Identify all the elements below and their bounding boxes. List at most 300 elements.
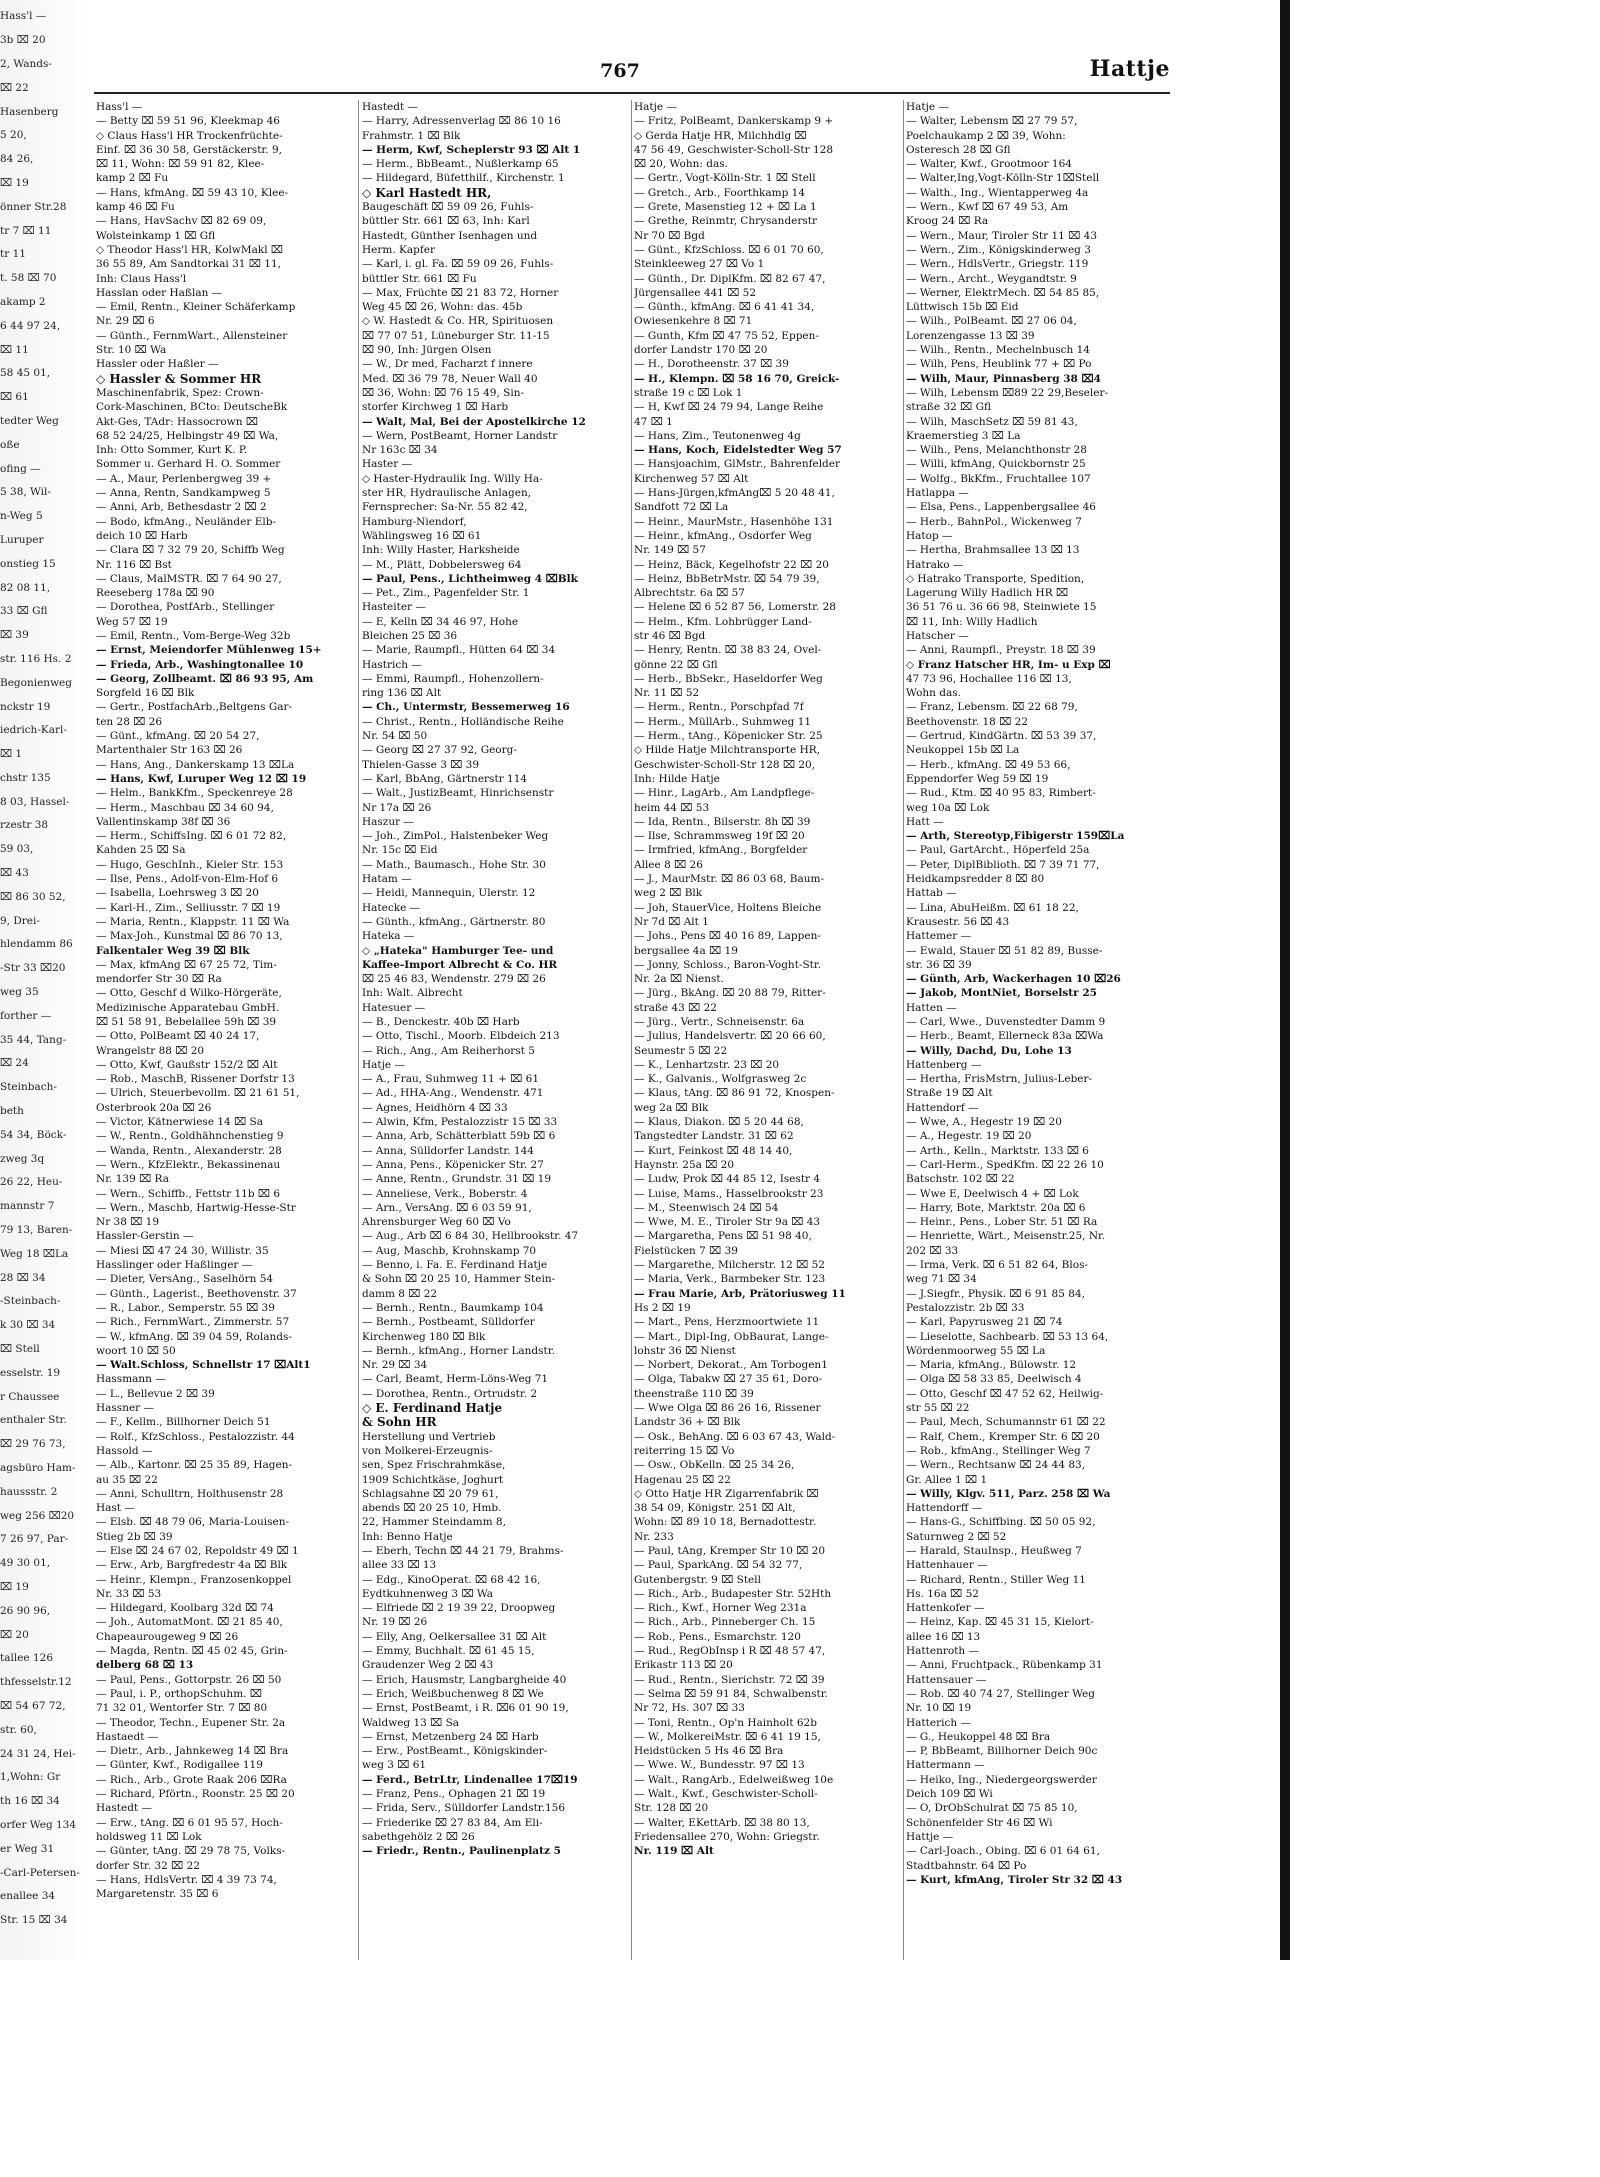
page-number: 767 (600, 60, 640, 82)
directory-entry: — Wilh., Pens, Melanchthonstr 28 (906, 444, 1087, 457)
directory-entry: — Carl, Beamt, Herm-Löns-Weg 71 (362, 1373, 549, 1386)
directory-entry: & Sohn ⌧ 20 25 10, Hammer Stein- (362, 1273, 556, 1286)
surname-heading: Hatterich — (906, 1716, 971, 1729)
directory-entry: — Wilh, Maur, Pinnasberg 38 ⌧4 (906, 372, 1101, 385)
directory-entry: Reeseberg 178a ⌧ 90 (96, 587, 215, 600)
directory-entry: — Wilh., PolBeamt. ⌧ 27 06 04, (906, 315, 1077, 328)
gutter-text-line: 49 30 01, (0, 1557, 51, 1570)
directory-entry: — Herm, Kwf, Scheplerstr 93 ⌧ Alt 1 (362, 143, 581, 156)
gutter-text-line: 79 13, Baren- (0, 1224, 73, 1237)
directory-entry: — Günter, tAng. ⌧ 29 78 75, Volks- (96, 1845, 286, 1858)
gutter-text-line: rzestr 38 (0, 819, 49, 832)
directory-entry: — Anni, Schulltrn, Holthusenstr 28 (96, 1487, 284, 1500)
directory-entry: — Herm., Maschbau ⌧ 34 60 94, (96, 801, 274, 814)
directory-entry: — Carl, Wwe., Duvenstedter Damm 9 (906, 1016, 1106, 1028)
surname-heading: Hassold — (96, 1444, 153, 1457)
directory-entry: — Wern., KfzElektr., Bekassinenau (96, 1158, 281, 1171)
directory-entry: Herstellung und Vertrieb (362, 1430, 496, 1443)
directory-entry: — Hans, Koch, Eidelstedter Weg 57 (634, 444, 842, 457)
directory-entry: — Lieselotte, Sachbearb. ⌧ 53 13 64, (906, 1330, 1109, 1343)
gutter-text-line: 82 08 11, (0, 581, 51, 594)
directory-entry: — Wern., Maur, Tiroler Str 11 ⌧ 43 (906, 229, 1097, 242)
directory-entry: — Klaus, tAng. ⌧ 86 91 72, Knospen- (634, 1087, 835, 1100)
gutter-text-line: 6 44 97 24, (0, 319, 61, 332)
directory-entry: — Rud., Rentn., Sierichstr. 72 ⌧ 39 (634, 1673, 825, 1686)
directory-entry: Osterbrook 20a ⌧ 26 (96, 1101, 212, 1114)
directory-entry: Nr 7d ⌧ Alt 1 (634, 915, 709, 928)
gutter-text-line: weg 35 (0, 986, 39, 999)
directory-entry: ⌧ 11, Inh: Willy Hadlich (906, 615, 1038, 628)
directory-entry: — Paul, SparkAng. ⌧ 54 32 77, (634, 1559, 803, 1572)
directory-entry: — Karl, BbAng, Gärtnerstr 114 (362, 772, 528, 785)
directory-entry: — Gertrud, KindGärtn. ⌧ 53 39 37, (906, 730, 1097, 743)
gutter-text-line: ⌧ 11 (0, 343, 29, 356)
gutter-text-line: weg 256 ⌧20 (0, 1509, 75, 1522)
gutter-text-line: er Weg 31 (0, 1842, 55, 1855)
directory-entry: — Maria, Rentn., Klappstr. 11 ⌧ Wa (96, 915, 290, 928)
directory-entry: 22, Hammer Steindamm 8, (362, 1516, 506, 1529)
gutter-text-line: 2, Wands- (0, 57, 52, 70)
directory-entry: Stieg 2b ⌧ 39 (96, 1530, 173, 1543)
directory-entry: — Bodo, kfmAng., Neuländer Elb- (96, 515, 277, 528)
directory-entry: Nr. 19 ⌧ 26 (362, 1616, 428, 1629)
directory-entry: — Paul, GartArcht., Höperfeld 25a (906, 844, 1090, 857)
gutter-text-line: ⌧ 54 67 72, (0, 1699, 66, 1712)
directory-entry: — Herm., tAng., Köpenicker Str. 25 (634, 730, 823, 743)
surname-heading: Hastaedt — (96, 1730, 159, 1743)
directory-entry: — Hans-Jürgen,kfmAng⌧ 5 20 48 41, (634, 487, 835, 500)
surname-heading: Hatlappa — (906, 487, 969, 500)
directory-entry: — Willy, Dachd, Du, Lohe 13 (906, 1044, 1072, 1057)
directory-entry: — Anni, Fruchtpack., Rübenkamp 31 (906, 1659, 1103, 1672)
directory-entry: dorfer Landstr 170 ⌧ 20 (634, 344, 768, 357)
directory-entry: — Maria, kfmAng., Bülowstr. 12 (906, 1359, 1077, 1372)
directory-entry: — Luise, Mams., Hasselbrookstr 23 (634, 1187, 824, 1200)
directory-entry: — Ernst, Metzenberg 24 ⌧ Harb (362, 1730, 539, 1743)
gutter-text-line: tr 7 ⌧ 11 (0, 224, 52, 237)
directory-entry: Nr 72, Hs. 307 ⌧ 33 (634, 1702, 745, 1715)
directory-entry: Wohn: ⌧ 89 10 18, Bernadottestr. (634, 1516, 817, 1529)
directory-entry: — Gertr., Vogt-Kölln-Str. 1 ⌧ Stell (634, 172, 816, 185)
directory-entry: — Walter, Lebensm ⌧ 27 79 57, (906, 115, 1078, 128)
directory-entry: — Richard, Pförtn., Roonstr. 25 ⌧ 20 (96, 1788, 295, 1801)
directory-entry: — Grete, Masenstieg 12 + ⌧ La 1 (634, 201, 817, 214)
directory-entry: — Günth., kfmAng., Gärtnerstr. 80 (362, 915, 546, 928)
directory-entry: — Wilh, Pens, Heublink 77 + ⌧ Po (906, 358, 1092, 371)
directory-entry: sabethgehölz 2 ⌧ 26 (362, 1830, 475, 1843)
directory-entry: allee 16 ⌧ 13 (906, 1630, 981, 1643)
directory-entry: — Carl-Herm., SpedKfm. ⌧ 22 26 10 (906, 1158, 1104, 1171)
directory-entry: — Toni, Rentn., Op'n Hainholt 62b (634, 1716, 817, 1729)
surname-heading: Hassler-Gerstin — (96, 1230, 194, 1243)
directory-entry: — Karl-H., Zim., Selliusstr. 7 ⌧ 19 (96, 901, 281, 914)
directory-entry: Str. 128 ⌧ 20 (634, 1802, 709, 1815)
directory-entry: ⌧ 20, Wohn: das. (634, 158, 728, 171)
directory-entry: — J., MaurMstr. ⌧ 86 03 68, Baum- (634, 873, 825, 886)
directory-entry: Inh: Otto Sommer, Kurt K. P. (96, 444, 248, 457)
directory-entry: — Peter, DiplBiblioth. ⌧ 7 39 71 77, (906, 858, 1100, 871)
directory-entry: ◇ „Hateka" Hamburger Tee- und (362, 944, 554, 957)
directory-entry: Wählingsweg 16 ⌧ 61 (362, 529, 482, 542)
directory-entry: — Paul, Pens., Gottorpstr. 26 ⌧ 50 (96, 1673, 282, 1686)
directory-entry: Kirchenweg 57 ⌧ Alt (634, 472, 749, 485)
directory-entry: — Dietr., Arb., Jahnkeweg 14 ⌧ Bra (96, 1745, 289, 1758)
directory-entry: — A., Hegestr. 19 ⌧ 20 (906, 1130, 1032, 1143)
gutter-text-line: th 16 ⌧ 34 (0, 1795, 60, 1808)
surname-heading: Hatop — (906, 529, 953, 542)
directory-entry: — Herb., BbSekr., Haseldorfer Weg (634, 672, 823, 685)
directory-entry: — H., Dorotheenstr. 37 ⌧ 39 (634, 358, 789, 371)
directory-entry: au 35 ⌧ 22 (96, 1473, 158, 1486)
surname-heading: Hattenhauer — (906, 1559, 988, 1572)
directory-entry: — Emmy, Buchhalt. ⌧ 61 45 15, (362, 1645, 535, 1658)
directory-entry: — L., Bellevue 2 ⌧ 39 (96, 1387, 215, 1400)
directory-entry: Hs. 16a ⌧ 52 (906, 1587, 979, 1600)
blank-margin (1290, 0, 1600, 2177)
directory-entry: — Richard, Rentn., Stiller Weg 11 (906, 1573, 1086, 1586)
directory-entry: — Georg, Zollbeamt. ⌧ 86 93 95, Am (96, 672, 314, 685)
facing-page-fragment (0, 0, 90, 1960)
directory-entry: Lorenzengasse 13 ⌧ 39 (906, 329, 1035, 342)
directory-entry: Neukoppel 15b ⌧ La (906, 744, 1020, 757)
directory-entry: ⌧ 11, Wohn: ⌧ 59 91 82, Klee- (96, 158, 265, 171)
surname-heading: Hasslinger oder Haßlinger — (96, 1259, 253, 1272)
directory-entry: — Anna, Arb, Schätterblatt 59b ⌧ 6 (362, 1130, 556, 1143)
directory-entry: — Ferd., BetrLtr, Lindenallee 17⌧19 (362, 1773, 578, 1786)
directory-entry: — Jürg., BkAng. ⌧ 20 88 79, Ritter- (634, 987, 826, 1000)
directory-entry: — M., Steenwisch 24 ⌧ 54 (634, 1201, 779, 1214)
directory-entry: — Emil, Rentn., Vom-Berge-Weg 32b (96, 629, 291, 642)
directory-entry: Wrangelstr 88 ⌧ 20 (96, 1044, 205, 1057)
directory-entry: — Kurt, kfmAng, Tiroler Str 32 ⌧ 43 (906, 1873, 1123, 1886)
gutter-text-line: 26 90 96, (0, 1604, 51, 1617)
directory-entry: Wördenmoorweg 55 ⌧ La (906, 1344, 1046, 1357)
directory-entry: — Max, kfmAng ⌧ 67 25 72, Tim- (96, 958, 277, 971)
gutter-text-line: 58 45 01, (0, 367, 51, 380)
directory-entry: — Emmi, Raumpfl., Hohenzollern- (362, 672, 544, 685)
gutter-text-line: Hasenberg (0, 105, 59, 118)
directory-entry: Beethovenstr. 18 ⌧ 22 (906, 715, 1029, 728)
surname-heading: Hateka — (362, 930, 415, 943)
gutter-text-line: ⌧ 39 (0, 629, 29, 642)
directory-entry: — B., Denckestr. 40b ⌧ Harb (362, 1016, 520, 1028)
directory-entry: Nr. 116 ⌧ Bst (96, 558, 172, 571)
running-head: Hattje (1089, 56, 1170, 82)
directory-entry: — Bernh., Rentn., Baumkamp 104 (362, 1301, 544, 1314)
directory-entry: kamp 2 ⌧ Fu (96, 172, 169, 185)
gutter-text-line: 24 31 24, Hei- (0, 1747, 76, 1760)
directory-entry: — Arth, Stereotyp,Fibigerstr 159⌧La (906, 830, 1125, 843)
header-rule (94, 92, 1170, 94)
surname-heading: Hass'l — (96, 101, 143, 113)
directory-entry: — Gretch., Arb., Foorthkamp 14 (634, 186, 806, 199)
gutter-text-line: 35 44, Tang- (0, 1033, 67, 1046)
gutter-text-line: Luruper (0, 533, 44, 546)
directory-entry: — Miesi ⌧ 47 24 30, Willistr. 35 (96, 1244, 269, 1257)
gutter-text-line: r Chaussee (0, 1390, 60, 1403)
directory-entry: — Anna, Rentn, Sandkampweg 5 (96, 487, 271, 500)
directory-entry: — Anne, Rentn., Grundstr. 31 ⌧ 19 (362, 1173, 552, 1186)
directory-entry: — Erw., Arb, Bargfredestr 4a ⌧ Blk (96, 1559, 288, 1572)
gutter-text-line: forther — (0, 1009, 52, 1022)
directory-entry: — Wilh, MaschSetz ⌧ 59 81 43, (906, 415, 1078, 428)
directory-entry: — Rich., Ang., Am Reiherhorst 5 (362, 1044, 535, 1057)
surname-heading: Hattendorf — (906, 1101, 979, 1114)
directory-entry: — Dorothea, Rentn., Ortrudstr. 2 (362, 1387, 538, 1400)
gutter-text-line: esselstr. 19 (0, 1366, 61, 1379)
directory-entry: damm 8 ⌧ 22 (362, 1287, 438, 1300)
gutter-text-line: tedter Weg (0, 414, 59, 427)
directory-entry: — Elsb. ⌧ 48 79 06, Maria-Louisen- (96, 1516, 290, 1529)
directory-entry: Inh: Walt. Albrecht (362, 987, 463, 1000)
gutter-text-line: 5 38, Wil- (0, 486, 51, 499)
directory-entry: theenstraße 110 ⌧ 39 (634, 1387, 754, 1400)
directory-entry: — Elly, Ang, Oelkersallee 31 ⌧ Alt (362, 1630, 547, 1643)
directory-entry: Wohn das. (906, 687, 961, 700)
surname-heading: Hattje — (906, 1830, 954, 1843)
directory-entry: — Aug., Arb ⌧ 6 84 30, Hellbrookstr. 47 (362, 1230, 579, 1243)
directory-entry: — Heiko, Ing., Niedergeorgswerder (906, 1773, 1097, 1786)
directory-entry: sen, Spez Frischrahmkäse, (362, 1459, 506, 1472)
surname-heading: Hassner — (96, 1402, 155, 1415)
directory-entry: — Osk., BehAng. ⌧ 6 03 67 43, Wald- (634, 1430, 836, 1443)
gutter-text-line: t. 58 ⌧ 70 (0, 272, 57, 285)
directory-entry: — Alwin, Kfm, Pestalozzistr 15 ⌧ 33 (362, 1116, 558, 1129)
directory-entry: — Erich, Hausmstr, Langbargheide 40 (362, 1673, 567, 1686)
gutter-text-line: 3b ⌧ 20 (0, 34, 46, 47)
gutter-text-line: 7 26 97, Par- (0, 1533, 69, 1546)
directory-entry: büttler Str. 661 ⌧ Fu (362, 272, 477, 285)
directory-entry: ⌧ 36, Wohn: ⌧ 76 15 49, Sin- (362, 386, 525, 399)
surname-heading: Hattab — (906, 887, 957, 900)
directory-entry: ⌧ 25 46 83, Wendenstr. 279 ⌧ 26 (362, 973, 546, 986)
directory-entry: — Hans, HavSachv ⌧ 82 69 09, (96, 215, 267, 228)
directory-entry: Ahrensburger Weg 60 ⌧ Vo (362, 1216, 511, 1229)
gutter-text-line: Begonienweg (0, 676, 72, 689)
surname-heading: Hatje — (362, 1058, 405, 1071)
directory-entry: Kaffee-Import Albrecht & Co. HR (362, 958, 558, 971)
directory-entry: weg 71 ⌧ 34 (906, 1273, 977, 1286)
directory-entry: ◇ W. Hastedt & Co. HR, Spirituosen (362, 315, 554, 328)
directory-entry: — Rob. ⌧ 40 74 27, Stellinger Weg (906, 1687, 1095, 1700)
directory-entry: Sommer u. Gerhard H. O. Sommer (96, 458, 281, 471)
directory-entry: — Agnes, Heidhörn 4 ⌧ 33 (362, 1101, 508, 1114)
directory-entry: — Fritz, PolBeamt, Dankerskamp 9 + (634, 115, 834, 128)
blank-bottom-margin (0, 1960, 1290, 2177)
gutter-text-line: Hass'l — (0, 10, 47, 23)
gutter-text-line: Str. 15 ⌧ 34 (0, 1914, 68, 1927)
directory-entry: Albrechtstr. 6a ⌧ 57 (634, 587, 745, 600)
directory-entry: — Carl-Joach., Obing. ⌧ 6 01 64 61, (906, 1845, 1100, 1858)
directory-entry: — Wern., HdlsVertr., Griegstr. 119 (906, 258, 1089, 271)
directory-entry: — Herm., SchiffsIng. ⌧ 6 01 72 82, (96, 830, 287, 843)
directory-entry: — Wilh., Rentn., Mechelnbusch 14 (906, 344, 1090, 357)
directory-entry: Saturnweg 2 ⌧ 52 (906, 1530, 1007, 1543)
directory-entry: Heidkampsredder 8 ⌧ 80 (906, 873, 1045, 886)
directory-entry: — Harry, Bote, Marktstr. 20a ⌧ 6 (906, 1201, 1086, 1214)
directory-entry: — Johs., Pens ⌧ 40 16 89, Lappen- (634, 930, 821, 943)
directory-entry: Friedensallee 270, Wohn: Griegstr. (634, 1830, 820, 1843)
directory-entry: — Harry, Adressenverlag ⌧ 86 10 16 (362, 115, 561, 128)
directory-entry: Nr 70 ⌧ Bgd (634, 229, 705, 242)
directory-entry: — Frieda, Arb., Washingtonallee 10 (96, 658, 304, 671)
scan-page-edge (1280, 0, 1290, 1960)
directory-entry: Schlagsahne ⌧ 20 79 61, (362, 1487, 499, 1500)
directory-entry: mendorfer Str 30 ⌧ Ra (96, 973, 222, 986)
directory-entry: — Gertr., PostfachArb.,Beltgens Gar- (96, 701, 293, 714)
directory-entry: 68 52 24/25, Helbingstr 49 ⌧ Wa, (96, 429, 279, 442)
directory-entry: — Walt.Schloss, Schnellstr 17 ⌧Alt1 (96, 1359, 311, 1372)
directory-entry: — Rud., RegObInsp i R ⌧ 48 57 47, (634, 1645, 826, 1658)
directory-entry: 71 32 01, Wentorfer Str. 7 ⌧ 80 (96, 1702, 268, 1715)
directory-entry: Gr. Allee 1 ⌧ 1 (906, 1473, 988, 1486)
directory-entry: — J.Siegfr., Physik. ⌧ 6 91 85 84, (906, 1287, 1085, 1300)
gutter-text-line: ⌧ 24 (0, 1057, 29, 1070)
directory-entry: — Herm., BbBeamt., Nußlerkamp 65 (362, 158, 559, 171)
directory-entry: — Eberh, Techn ⌧ 44 21 79, Brahms- (362, 1544, 564, 1557)
directory-entry: Falkentaler Weg 39 ⌧ Blk (96, 944, 250, 957)
directory-entry: Kirchenweg 180 ⌧ Blk (362, 1330, 486, 1343)
directory-entry: — Ulrich, Steuerbevollm. ⌧ 21 61 51, (96, 1087, 300, 1100)
gutter-text-line: n-Weg 5 (0, 510, 43, 523)
directory-entry: — Pet., Zim., Pagenfelder Str. 1 (362, 587, 530, 600)
directory-entry: — Harald, StauInsp., Heußweg 7 (906, 1544, 1082, 1557)
directory-entry: Kahden 25 ⌧ Sa (96, 844, 186, 857)
directory-entry: allee 33 ⌧ 13 (362, 1559, 437, 1572)
directory-entry: ◇ Claus Hass'l HR Trockenfrüchte- (96, 129, 283, 142)
gutter-text-line: Weg 18 ⌧La (0, 1247, 69, 1260)
directory-entry: — Arth., Kelln., Marktstr. 133 ⌧ 6 (906, 1144, 1089, 1157)
gutter-text-line: zweg 3q (0, 1152, 45, 1165)
directory-entry: — A., Frau, Suhmweg 11 + ⌧ 61 (362, 1073, 540, 1086)
directory-entry: Krausestr. 56 ⌧ 43 (906, 915, 1010, 928)
directory-entry: — Otto, Kwf, Gaußstr 152/2 ⌧ Alt (96, 1058, 278, 1071)
directory-entry: — Rud., Ktm. ⌧ 40 95 83, Rimbert- (906, 787, 1096, 800)
directory-entry: — Mart., Dipl-Ing, ObBaurat, Lange- (634, 1330, 829, 1343)
directory-entry: — Max-Joh., Kunstmal ⌧ 86 70 13, (96, 930, 283, 943)
surname-heading: Hast — (96, 1502, 135, 1515)
gutter-text-line: ⌧ 19 (0, 1580, 29, 1593)
directory-entry: — Franz, Pens., Ophagen 21 ⌧ 19 (362, 1788, 546, 1801)
directory-entry: — Wern., Zim., Königskinderweg 3 (906, 243, 1091, 256)
directory-entry: — Friedr., Rentn., Paulinenplatz 5 (362, 1845, 561, 1858)
directory-entry: — Grethe, Reinmtr, Chrysanderstr (634, 215, 818, 228)
directory-entry: — Helm., Kfm. Lohbrügger Land- (634, 615, 812, 628)
gutter-text-line: str. 60, (0, 1723, 37, 1736)
directory-entry: — Hinr., LagArb., Am Landpflege- (634, 787, 815, 800)
directory-entry: Nr. 119 ⌧ Alt (634, 1845, 714, 1858)
directory-entry: 202 ⌧ 33 (906, 1244, 959, 1257)
gutter-text-line: ofing — (0, 462, 41, 475)
directory-entry: — Arn., VersAng. ⌧ 6 03 59 91, (362, 1201, 532, 1214)
directory-entry: Nr. 139 ⌧ Ra (96, 1173, 169, 1186)
directory-entry: Hagenau 25 ⌧ 22 (634, 1473, 731, 1486)
directory-entry: Weg 57 ⌧ 19 (96, 615, 168, 628)
directory-entry: — Georg ⌧ 27 37 92, Georg- (362, 744, 517, 757)
directory-entry: Nr. 29 ⌧ 6 (96, 315, 155, 328)
directory-column-2 (362, 100, 630, 1960)
gutter-text-line: akamp 2 (0, 295, 46, 308)
directory-entry: — H, Kwf ⌧ 24 79 94, Lange Reihe (634, 401, 824, 414)
gutter-text-line: nckstr 19 (0, 700, 51, 713)
directory-entry: — Elsa, Pens., Lappenbergsallee 46 (906, 501, 1096, 514)
gutter-text-line: tallee 126 (0, 1652, 54, 1665)
directory-entry: — Hans, HdlsVertr. ⌧ 4 39 73 74, (96, 1873, 277, 1886)
directory-entry: — Ernst, Meiendorfer Mühlenweg 15+ (96, 644, 322, 657)
directory-entry: Stadtbahnstr. 64 ⌧ Po (906, 1859, 1027, 1872)
gutter-text-line: Steinbach- (0, 1081, 57, 1094)
gutter-text-line: iedrich-Karl- (0, 724, 67, 737)
directory-entry: Hs 2 ⌧ 19 (634, 1301, 691, 1314)
directory-entry: Schönenfelder Str 46 ⌧ Wi (906, 1816, 1053, 1829)
directory-entry: Medizinische Apparatebau GmbH. (96, 1001, 280, 1014)
directory-entry: — Norbert, Dekorat., Am Torbogen1 (634, 1359, 828, 1372)
directory-entry: heim 44 ⌧ 53 (634, 801, 710, 814)
directory-entry: Tangstedter Landstr. 31 ⌧ 62 (634, 1130, 794, 1143)
directory-entry: — Julius, Handelsvertr. ⌧ 20 66 60, (634, 1030, 826, 1043)
gutter-text-line: 26 22, Heu- (0, 1176, 63, 1189)
directory-entry: Thielen-Gasse 3 ⌧ 39 (362, 758, 480, 771)
directory-entry: — Wern., Kwf ⌧ 67 49 53, Am (906, 201, 1069, 214)
surname-heading: Hasteiter — (362, 601, 426, 614)
directory-entry: Maschinenfabrik, Spez: Crown- (96, 386, 264, 399)
directory-entry: ten 28 ⌧ 26 (96, 715, 163, 728)
directory-entry: — Ludw, Prok ⌧ 44 85 12, Isestr 4 (634, 1173, 821, 1186)
directory-entry: — Anna, Pens., Köpenicker Str. 27 (362, 1158, 544, 1171)
directory-entry: — Günt., KfzSchloss. ⌧ 6 01 70 60, (634, 243, 824, 256)
directory-entry: — Wwe Olga ⌧ 86 26 16, Rissener (634, 1402, 821, 1415)
directory-entry: — Maria, Verk., Barmbeker Str. 123 (634, 1273, 826, 1286)
directory-entry: — Else ⌧ 24 67 02, Repoldstr 49 ⌧ 1 (96, 1544, 299, 1557)
directory-entry: — Joh., ZimPol., Halstenbeker Weg (362, 830, 549, 843)
directory-entry: Eppendorfer Weg 59 ⌧ 19 (906, 772, 1049, 785)
directory-entry: — Hertha, Brahmsallee 13 ⌧ 13 (906, 544, 1080, 557)
directory-entry: — Walth., Ing., Wientapperweg 4a (906, 186, 1089, 199)
directory-entry: 47 56 49, Geschwister-Scholl-Str 128 (634, 143, 834, 156)
surname-heading: Hatt — (906, 815, 944, 828)
directory-entry: — Paul, i. P., orthopSchuhm. ⌧ (96, 1687, 262, 1700)
directory-entry: — Henry, Rentn. ⌧ 38 83 24, Ovel- (634, 644, 822, 657)
directory-entry: straße 32 ⌧ Gfl (906, 401, 991, 414)
directory-entry: — Hans, kfmAng. ⌧ 59 43 10, Klee- (96, 186, 289, 199)
directory-entry: Wolsteinkamp 1 ⌧ Gfl (96, 229, 216, 242)
directory-entry: — K., Lenhartzstr. 23 ⌧ 20 (634, 1058, 780, 1071)
directory-entry: — Otto, Geschf d Wilko-Hörgeräte, (96, 987, 282, 1000)
directory-entry: — Wwe. W., Bundesstr. 97 ⌧ 13 (634, 1759, 805, 1772)
surname-heading: Hattermann — (906, 1759, 985, 1772)
directory-entry: 47 73 96, Hochallee 116 ⌧ 13, (906, 672, 1072, 685)
directory-entry: — Hildegard, Büfetthilf., Kirchenstr. 1 (362, 172, 565, 185)
directory-entry: — Rob., Pens., Esmarchstr. 120 (634, 1630, 801, 1643)
directory-entry: Lüttwisch 15b ⌧ Eid (906, 301, 1019, 314)
directory-entry: Inh: Benno Hatje (362, 1530, 453, 1543)
directory-entry: storfer Kirchweg 1 ⌧ Harb (362, 401, 509, 414)
column-divider (903, 100, 904, 1960)
directory-entry: ◇ Haster-Hydraulik Ing. Willy Ha- (362, 472, 543, 485)
surname-heading: Hastrich — (362, 658, 422, 671)
directory-entry: Haynstr. 25a ⌧ 20 (634, 1158, 735, 1171)
surname-heading: Hastedt — (96, 1802, 153, 1815)
directory-entry: — Otto, Geschf ⌧ 47 52 62, Heilwig- (906, 1387, 1104, 1400)
directory-entry: — Walt, Mal, Bei der Apostelkirche 12 (362, 415, 586, 428)
directory-entry: Nr. 15c ⌧ Eid (362, 844, 438, 857)
surname-heading: Hatje — (906, 101, 949, 113)
directory-entry: Baugeschäft ⌧ 59 09 26, Fuhls- (362, 201, 534, 214)
directory-entry: ◇ Karl Hastedt HR, (362, 185, 492, 200)
directory-entry: Nr. 10 ⌧ 19 (906, 1702, 972, 1715)
directory-entry: — Heinr., Pens., Lober Str. 51 ⌧ Ra (906, 1216, 1098, 1229)
gutter-text-line: ⌧ 43 (0, 867, 29, 880)
